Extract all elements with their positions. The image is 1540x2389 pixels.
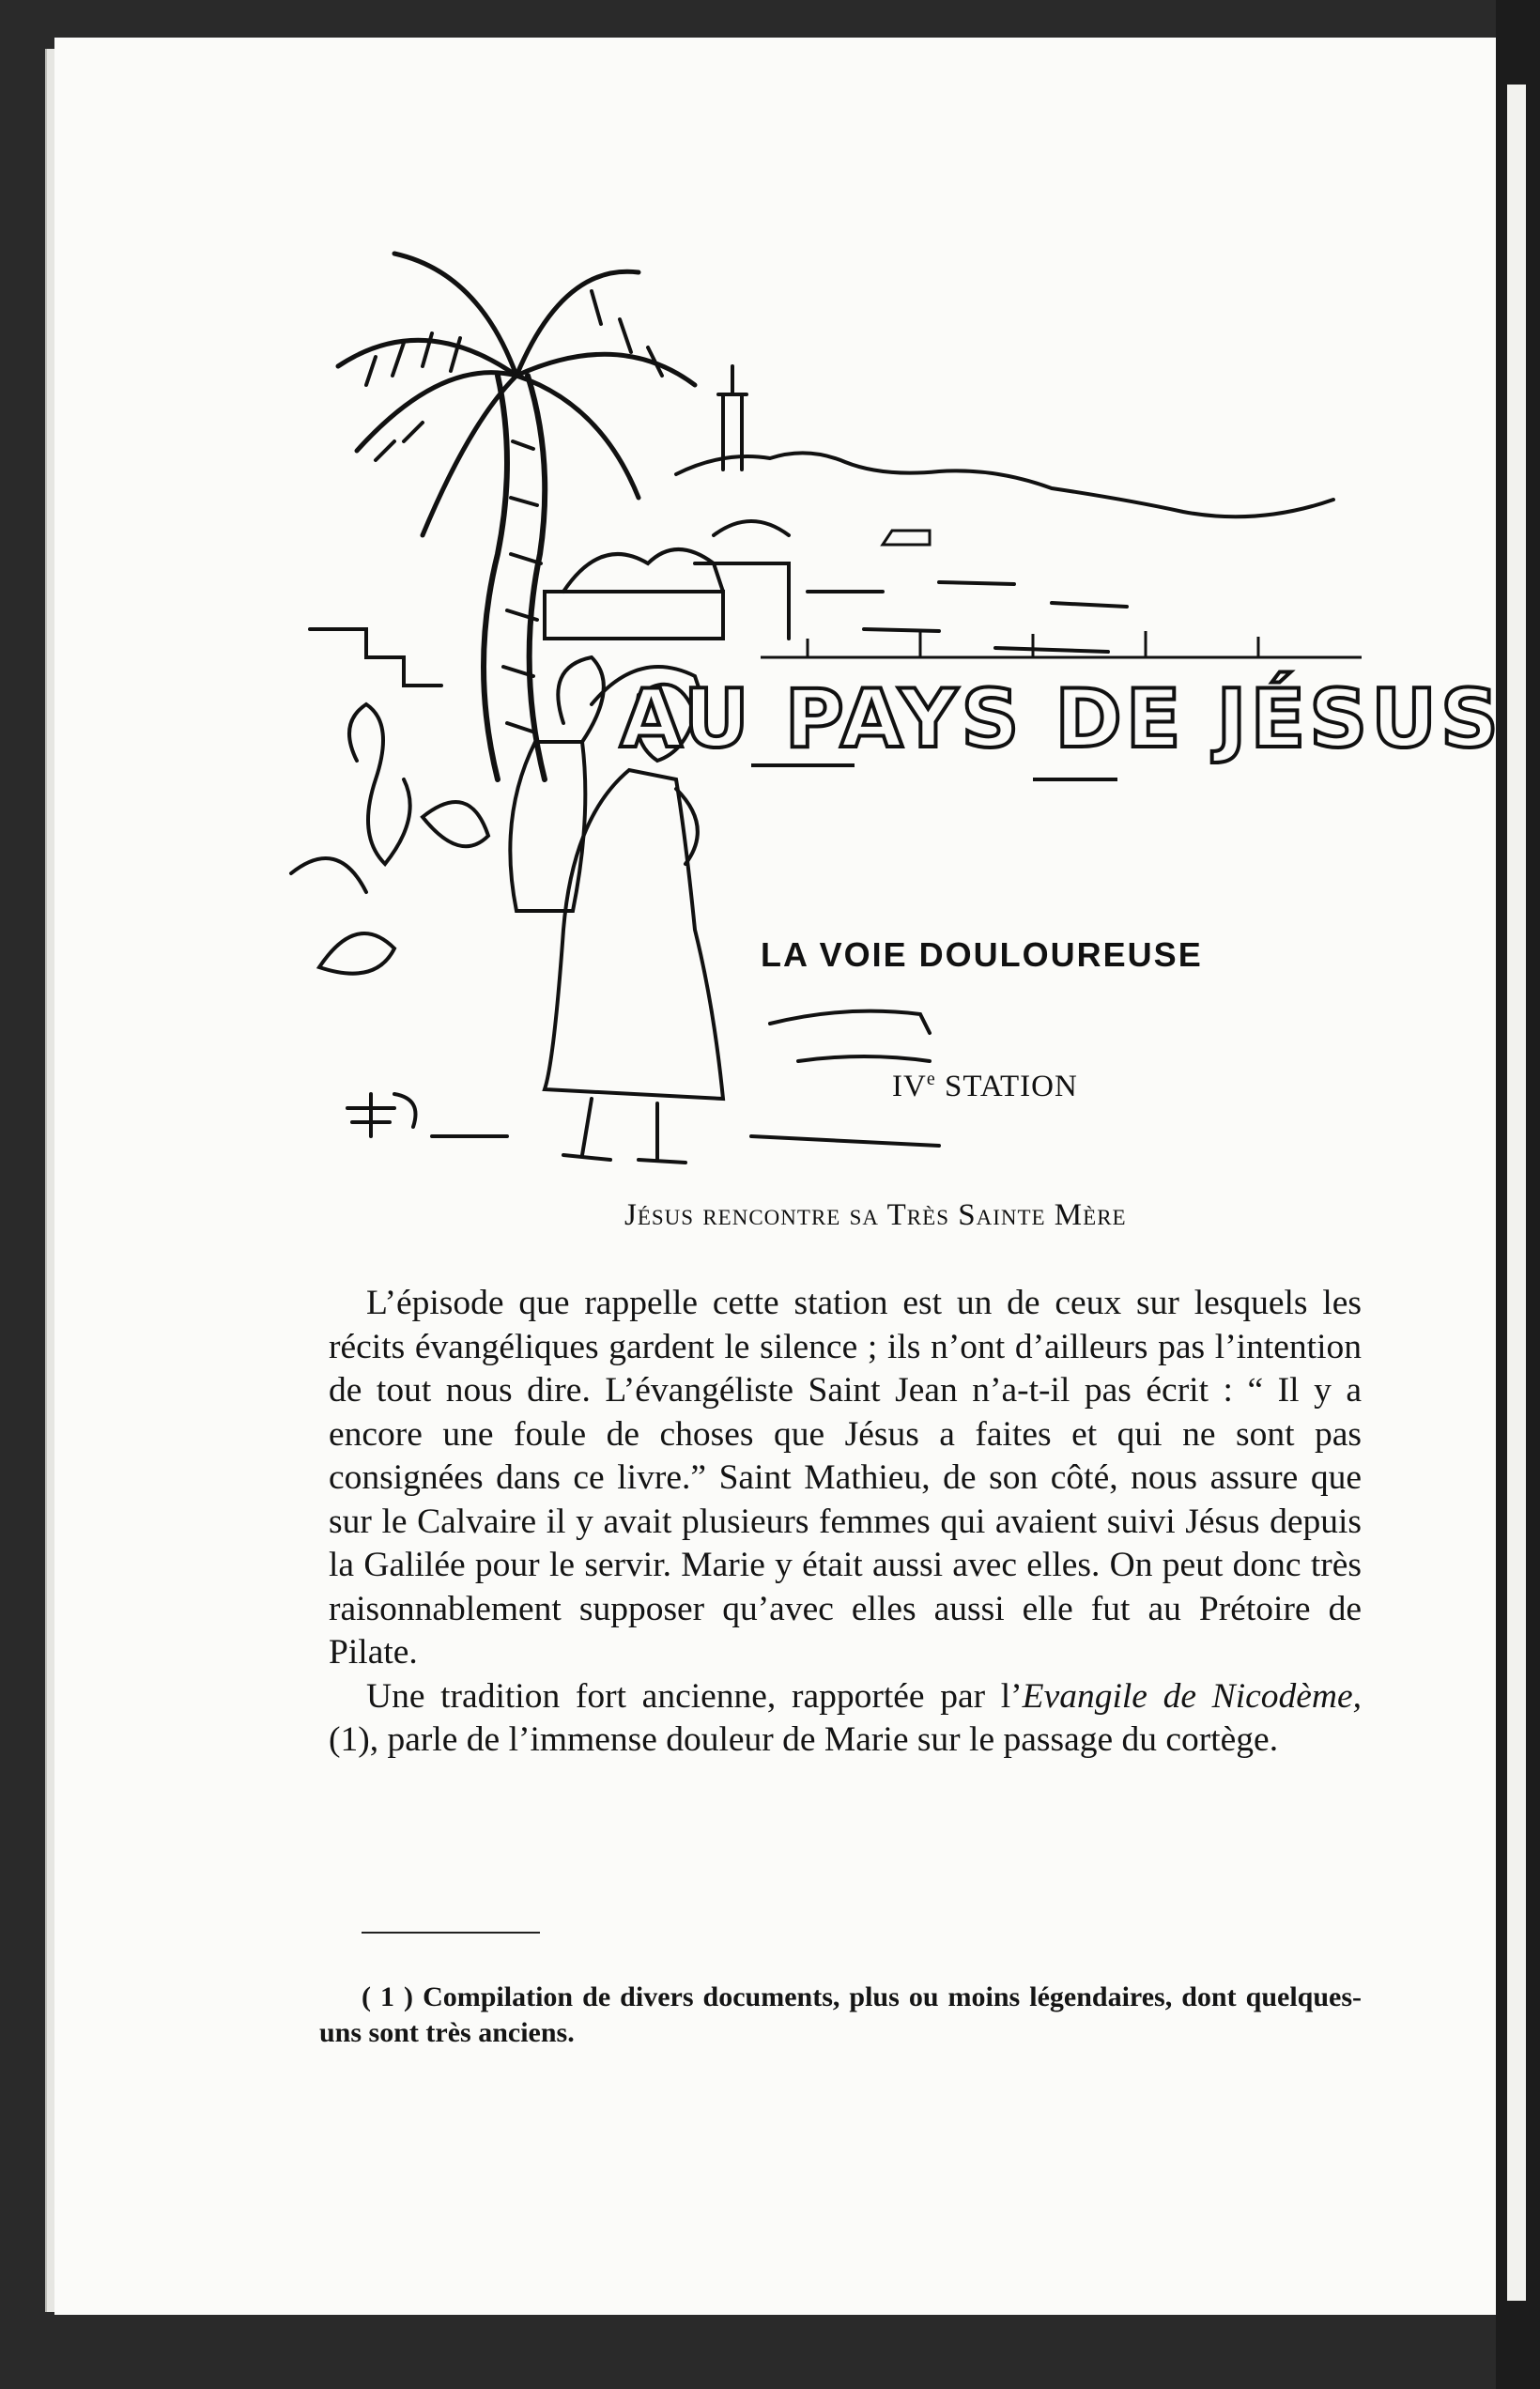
paragraph-1: L’épisode que rappelle cette station est un de ceux sur lesquels les récits évangéliques gardent le silence ; ils n’ont d’ailleurs pas l’intention de tout nous dire. L’évangéliste Saint Jean n’a-t-il pas écrit : “ Il y a encore une foule de choses que Jésus a faites et qui ne sont pas consignées dans ce livre.” Saint Mathieu, de son côté, nous assure que sur le Calvaire il y avait plusieurs femmes qui avaient suivi Jésus depuis la Galilée pour le servir. Marie y était aussi avec elles. On peut donc très raisonnablement supposer qu’avec elles aussi elle fut au Prétoire de Pilate. <box>329 1284 1362 1672</box>
station-numeral: IV <box>892 1070 927 1103</box>
paragraph-2-end: (1), parle de l’immense douleur de Marie sur le passage du cortège. <box>329 1720 1279 1759</box>
minaret <box>718 366 747 470</box>
next-page-strip <box>1507 85 1526 2301</box>
mountain-line <box>676 453 1333 516</box>
banner-text: AU PAYS DE JÉSUS <box>620 672 1502 766</box>
paragraph-2 <box>329 1675 1362 1763</box>
footnote: ( 1 ) Compilation de divers documents, plus ou moins légendaires, dont quelques-uns sont très anciens. <box>319 1981 1362 2048</box>
body-text <box>329 1282 1362 1763</box>
banner-logo <box>620 620 1502 789</box>
paragraph-2-italic: Evangile de Nicodème, <box>1022 1676 1363 1716</box>
paragraph-2-start: Une tradition fort ancienne, rapportée par l’ <box>366 1676 1023 1716</box>
station-label: STATION <box>944 1070 1078 1103</box>
station-superscript: e <box>926 1069 936 1089</box>
station-heading <box>892 1069 1078 1104</box>
chapter-title: LA VOIE DOULOUREUSE <box>761 935 1203 974</box>
scan-bottom-border <box>0 2315 1540 2389</box>
station-subtitle: Jésus rencontre sa Très Sainte Mère <box>624 1198 1127 1232</box>
footnote-rule <box>362 1932 540 1934</box>
